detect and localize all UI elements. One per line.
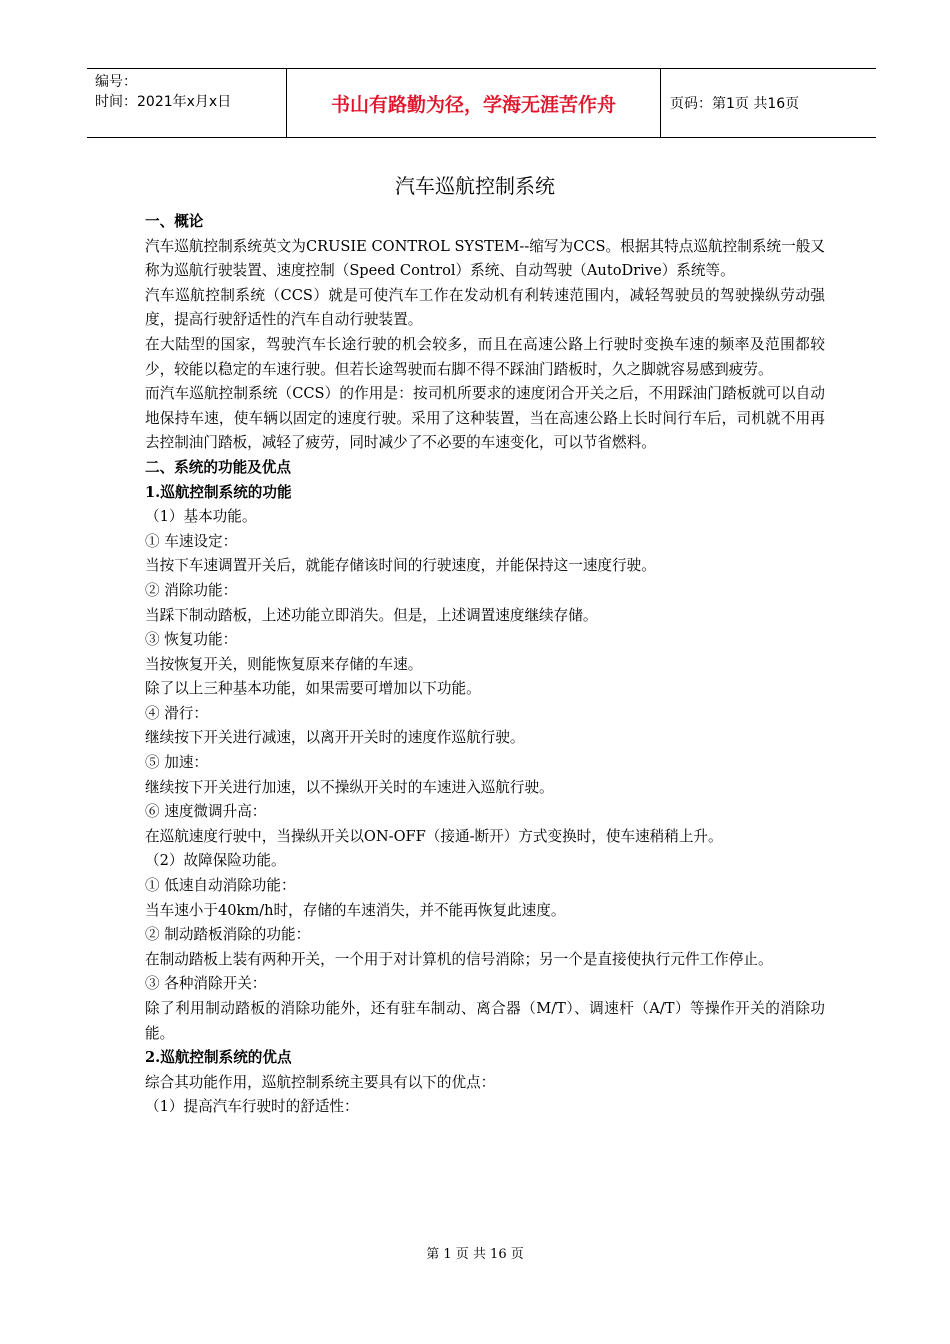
body-paragraph: ④ 滑行：	[145, 704, 209, 722]
page-footer: 第 1 页 共 16 页	[426, 1247, 524, 1262]
section-heading: 二、系统的功能及优点	[145, 458, 291, 476]
body-paragraph: ① 低速自动消除功能：	[145, 877, 296, 895]
body-paragraph: ② 消除功能：	[145, 581, 238, 599]
body-paragraph: 当按恢复开关，则能恢复原来存储的车速。	[145, 655, 423, 673]
body-paragraph: 除了利用制动踏板的消除功能外，还有驻车制动、离合器（M/T）、调速杆（A/T）等操作开关的消除功能。	[145, 1000, 825, 1042]
body-paragraph: 当按下车速调置开关后，就能存储该时间的行驶速度，并能保持这一速度行驶。	[145, 557, 656, 575]
body-paragraph: （2）故障保险功能。	[145, 852, 286, 870]
header-table	[87, 68, 876, 138]
body-paragraph: 除了以上三种基本功能，如果需要可增加以下功能。	[145, 680, 481, 698]
body-paragraph: ⑥ 速度微调升高：	[145, 803, 267, 821]
body-paragraph: 综合其功能作用，巡航控制系统主要具有以下的优点：	[145, 1073, 496, 1091]
body-paragraph: 继续按下开关进行减速，以离开开关时的速度作巡航行驶。	[145, 729, 525, 747]
body-paragraph: 在巡航速度行驶中，当操纵开关以ON-OFF（接通-断开）方式变换时，使车速稍稍上升。	[145, 827, 723, 845]
section-heading: 1.巡航控制系统的功能	[145, 483, 292, 501]
body-paragraph: 而汽车巡航控制系统（CCS）的作用是：按司机所要求的速度闭合开关之后，不用踩油门踏板就可以自动地保持车速，使车辆以固定的速度行驶。采用了这种装置，当在高速公路上长时间行车后，司机就不用再去控制油门踏板，减轻了疲劳，同时减少了不必要的车速变化，可以节省燃料。	[145, 385, 825, 452]
body-paragraph: 继续按下开关进行加速，以不操纵开关时的车速进入巡航行驶。	[145, 778, 554, 796]
document-body	[145, 210, 825, 1120]
body-paragraph: 当车速小于40km/h时，存储的车速消失，并不能再恢复此速度。	[145, 901, 566, 919]
section-heading: 2.巡航控制系统的优点	[145, 1049, 292, 1067]
header-page-label: 页码：第1页 共16页	[670, 96, 800, 112]
body-paragraph: 汽车巡航控制系统（CCS）就是可使汽车工作在发动机有利转速范围内，减轻驾驶员的驾驶操纵劳动强度，提高行驶舒适性的汽车自动行驶装置。	[145, 286, 825, 329]
body-paragraph: ⑤ 加速：	[145, 754, 209, 772]
document-title: 汽车巡航控制系统	[395, 174, 555, 198]
body-paragraph: （1）提高汽车行驶时的舒适性：	[145, 1098, 359, 1116]
body-paragraph: （1）基本功能。	[145, 508, 257, 526]
body-paragraph: ① 车速设定：	[145, 532, 238, 550]
body-paragraph: 当踩下制动踏板，上述功能立即消失。但是，上述调置速度继续存储。	[145, 606, 598, 624]
body-paragraph: ② 制动踏板消除的功能：	[145, 926, 311, 944]
header-motto: 书山有路勤为径，学海无涯苦作舟	[287, 69, 661, 137]
section-heading: 一、概论	[145, 213, 204, 230]
header-info-cell	[87, 69, 287, 137]
body-paragraph: ③ 恢复功能：	[145, 631, 238, 649]
document-number-label: 编号：	[95, 74, 137, 90]
document-time-label: 时间：2021年x月x日	[95, 94, 232, 110]
body-paragraph: 汽车巡航控制系统英文为CRUSIE CONTROL SYSTEM--缩写为CCS。根据其特点巡航控制系统一般又称为巡航行驶装置、速度控制（Speed Control）系统、自动驾驶（AutoDrive）系统等。	[145, 237, 825, 280]
body-paragraph: 在制动踏板上装有两种开关，一个用于对计算机的信号消除；另一个是直接使执行元件工作停止。	[145, 950, 773, 968]
body-paragraph: 在大陆型的国家，驾驶汽车长途行驶的机会较多，而且在高速公路上行驶时变换车速的频率及范围都较少，较能以稳定的车速行驶。但若长途驾驶而右脚不得不踩油门踏板时，久之脚就容易感到疲劳。	[145, 335, 825, 378]
body-paragraph: ③ 各种消除开关：	[145, 975, 267, 993]
